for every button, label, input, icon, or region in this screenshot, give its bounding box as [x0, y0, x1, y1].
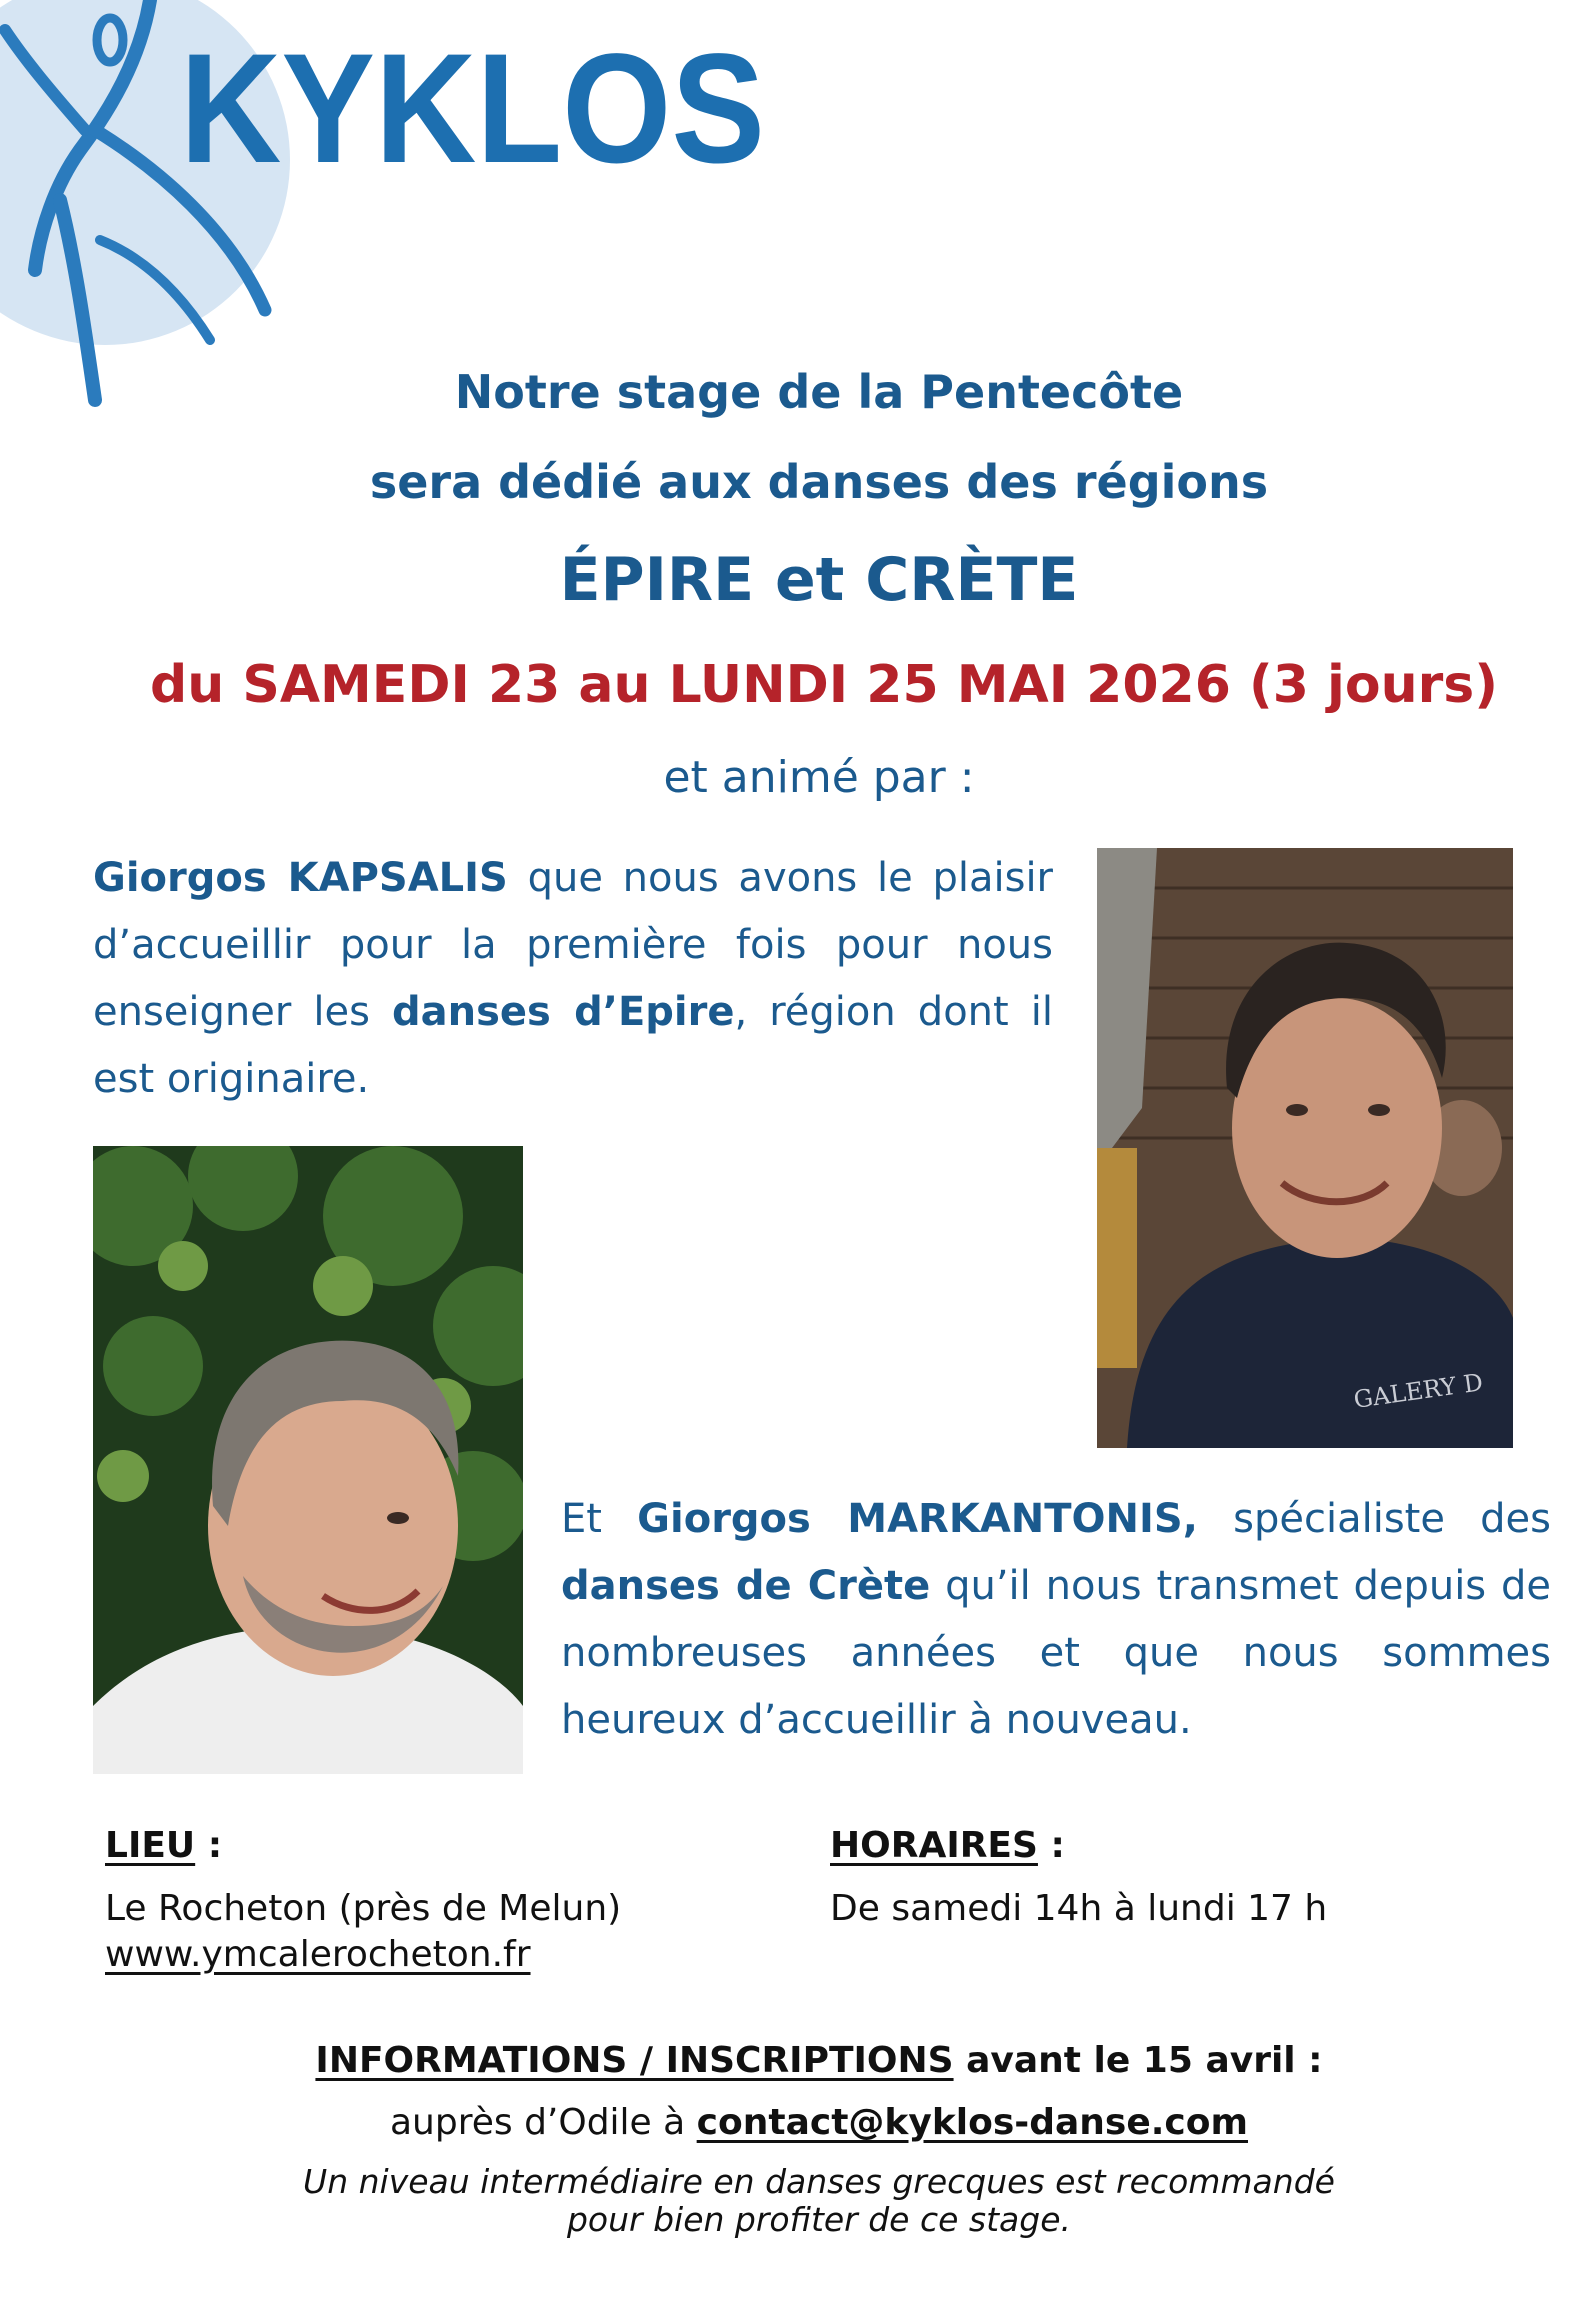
lieu-website-link[interactable]: www.ymcalerocheton.fr	[105, 1934, 531, 1975]
teacher2-name: Giorgos MARKANTONIS,	[637, 1496, 1198, 1542]
photo-kapsalis	[93, 1146, 523, 1774]
animated-by: et animé par :	[663, 752, 975, 803]
teacher1-name: Giorgos KAPSALIS	[93, 855, 508, 901]
contact-email-link[interactable]: contact@kyklos-danse.com	[696, 2102, 1248, 2143]
teacher1-paragraph	[93, 845, 1053, 1113]
headline-regions: ÉPIRE et CRÈTE	[559, 545, 1079, 615]
level-note-line2: pour bien profiter de ce stage.	[566, 2200, 1072, 2239]
teacher1-text-a: que nous avons le plaisir d’accueillir pour la première fois pour nous enseigner les	[93, 855, 1053, 1035]
teacher2-text-b: qu’il nous transmet depuis de nombreuses années et que nous sommes heureux d’accueillir à nouveau.	[561, 1563, 1552, 1743]
photo-markantonis	[1097, 848, 1513, 1448]
horaires-colon: :	[1037, 1825, 1065, 1866]
lieu-place: Le Rocheton (près de Melun)	[105, 1888, 622, 1929]
lieu-heading: LIEU	[105, 1825, 196, 1866]
teacher2-paragraph	[561, 1486, 1551, 1754]
level-note-line1: Un niveau intermédiaire en danses grecques est recommandé	[303, 2162, 1335, 2201]
teacher1-dances: danses d’Epire	[392, 989, 735, 1035]
horaires-text: De samedi 14h à lundi 17 h	[830, 1888, 1328, 1929]
headline-line2: sera dédié aux danses des régions	[369, 455, 1269, 509]
kyklos-logo	[0, 0, 800, 420]
tshirt-print: GALERY D	[1351, 1368, 1485, 1414]
teacher1-text-b: , région dont il est originaire.	[93, 989, 1053, 1102]
portrait-kapsalis	[93, 1146, 523, 1774]
headline-line1: Notre stage de la Pentecôte	[454, 365, 1184, 419]
contact-prefix: auprès d’Odile à	[389, 2102, 697, 2143]
teacher2-intro: Et	[561, 1496, 638, 1542]
horaires-heading: HORAIRES	[830, 1825, 1038, 1866]
inscriptions-heading: INFORMATIONS / INSCRIPTIONS	[315, 2040, 954, 2081]
inscriptions-heading-row	[30, 2040, 1578, 2081]
inscriptions-contact-row	[30, 2102, 1578, 2143]
horaires-heading-row	[830, 1825, 1065, 1866]
teacher2-dances: danses de Crète	[561, 1563, 931, 1609]
teacher2-text-a: spécialiste des	[1197, 1496, 1551, 1542]
lieu-heading-row	[105, 1825, 222, 1866]
logo-wordmark: KYKLOS	[180, 22, 765, 196]
headline-dates: du SAMEDI 23 au LUNDI 25 MAI 2026 (3 jours)	[150, 655, 1498, 715]
portrait-markantonis	[1097, 848, 1513, 1448]
lieu-colon: :	[195, 1825, 223, 1866]
inscriptions-deadline: avant le 15 avril :	[953, 2040, 1323, 2081]
